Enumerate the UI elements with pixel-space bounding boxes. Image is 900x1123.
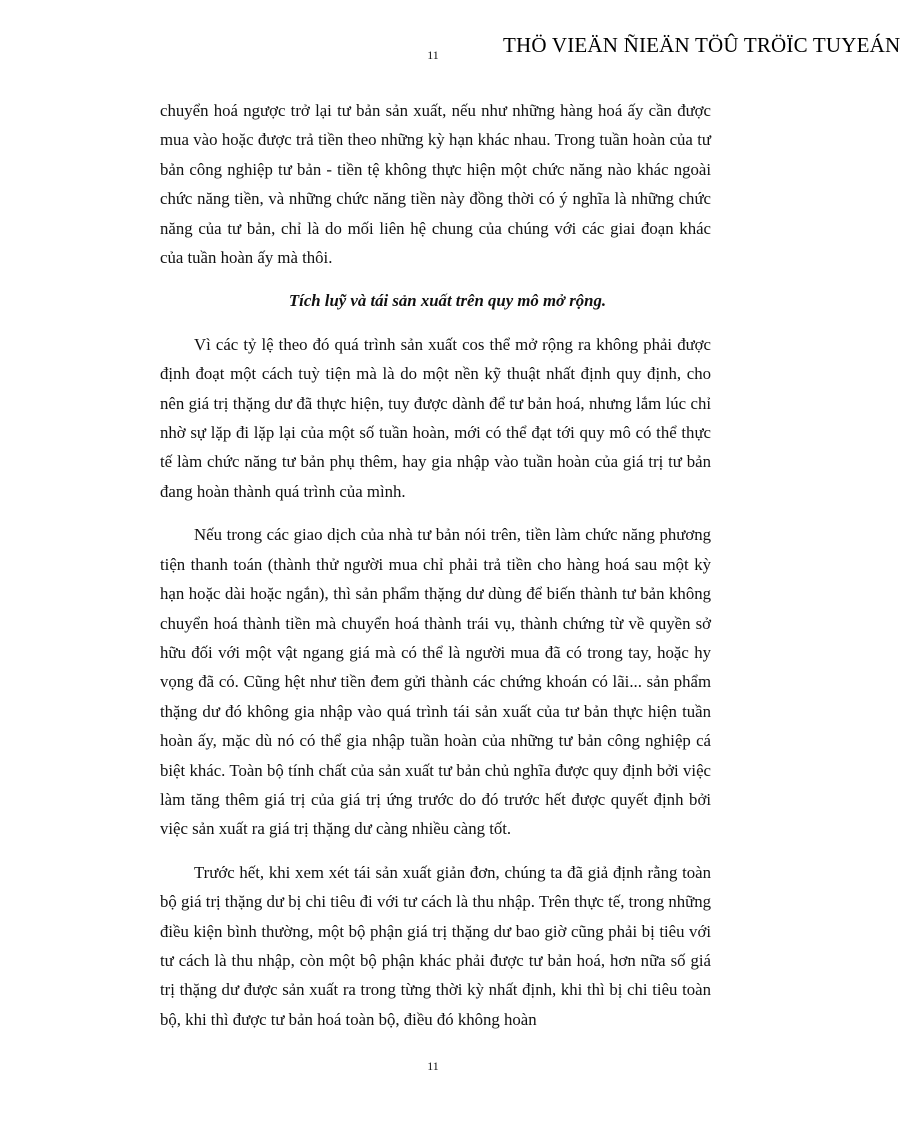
paragraph-4: Trước hết, khi xem xét tái sản xuất giản đơn, chúng ta đã giả định rằng toàn bộ giá trị thặng dư bị chi tiêu đi với tư cách là thu nhập. Trên thực tế, trong những điều kiện bình thường, một bộ phận giá trị thặng dư bao giờ cũng phải bị tiêu với tư cách là thu nhập, còn một bộ phận khác phải được tư bản hoá, hơn nữa số giá trị thặng dư được sản xuất ra trong từng thời kỳ nhất định, khi thì bị chi tiêu toàn bộ, khi thì được tư bản hoá toàn bộ, điều đó không hoàn [160,862,711,1029]
paragraph-3: Nếu trong các giao dịch của nhà tư bản nói trên, tiền làm chức năng phương tiện thanh toán (thành thử người mua chỉ phải trả tiền cho hàng hoá sau một kỳ hạn hoặc dài hoặc ngắn), thì sản phẩm thặng dư dùng để biến thành tư bản không chuyển hoá thành tiền mà chuyển hoá thành trái vụ, thành chứng từ về quyền sở hữu đối với một vật ngang giá mà có thể là người mua đã có trong tay, hoặc hy vọng đã có. Cũng hệt như tiền đem gửi thành các chứng khoán có lãi... sản phẩm thặng dư đó không gia nhập vào quá trình tái sản xuất của tư bản thực hiện tuần hoàn ấy, mặc dù nó có thể gia nhập tuần hoàn của những tư bản công nghiệp cá biệt khác. Toàn bộ tính chất của sản xuất tư bản chủ nghĩa được quy định bởi việc làm tăng thêm giá trị của giá trị ứng trước do đó trước hết được quyết định bởi việc sản xuất ra giá trị thặng dư càng nhiều càng tốt. [160,525,711,839]
document-body [160,96,711,1034]
paragraph-2: Vì các tỷ lệ theo đó quá trình sản xuất cos thể mở rộng ra không phải được định đoạt một cách tuỳ tiện mà là do một nền kỹ thuật nhất định quy định, cho nên giá trị thặng dư đã thực hiện, tuy được dành để tư bản hoá, nhưng lắm lúc chỉ nhờ sự lặp đi lặp lại của một số tuần hoàn, mới có thể đạt tới quy mô có thể thực tế làm chức năng tư bản phụ thêm, hay gia nhập vào tuần hoàn của giá trị tư bản đang hoàn thành quá trình của mình. [160,334,711,501]
page-number-bottom: 11 [427,1059,439,1073]
page-number-top: 11 [427,48,439,62]
library-watermark: THÖ VIEÄN ÑIEÄN TÖÛ TRÖÏC TUYEÁN [503,33,900,57]
paragraph-1: chuyển hoá ngược trở lại tư bản sản xuất, nếu như những hàng hoá ấy cần được mua vào hoặc được trả tiền theo những kỳ hạn khác nhau. Trong tuần hoàn của tư bản công nghiệp tư bản - tiền tệ không thực hiện một chức năng nào khác ngoài chức năng tiền, và những chức năng tiền này đồng thời có ý nghĩa là những chức năng của tư bản, chỉ là do mối liên hệ chung của chúng với các giai đoạn khác của tuần hoàn ấy mà thôi. [160,101,711,268]
section-heading: Tích luỹ và tái sản xuất trên quy mô mở rộng. [288,291,607,311]
